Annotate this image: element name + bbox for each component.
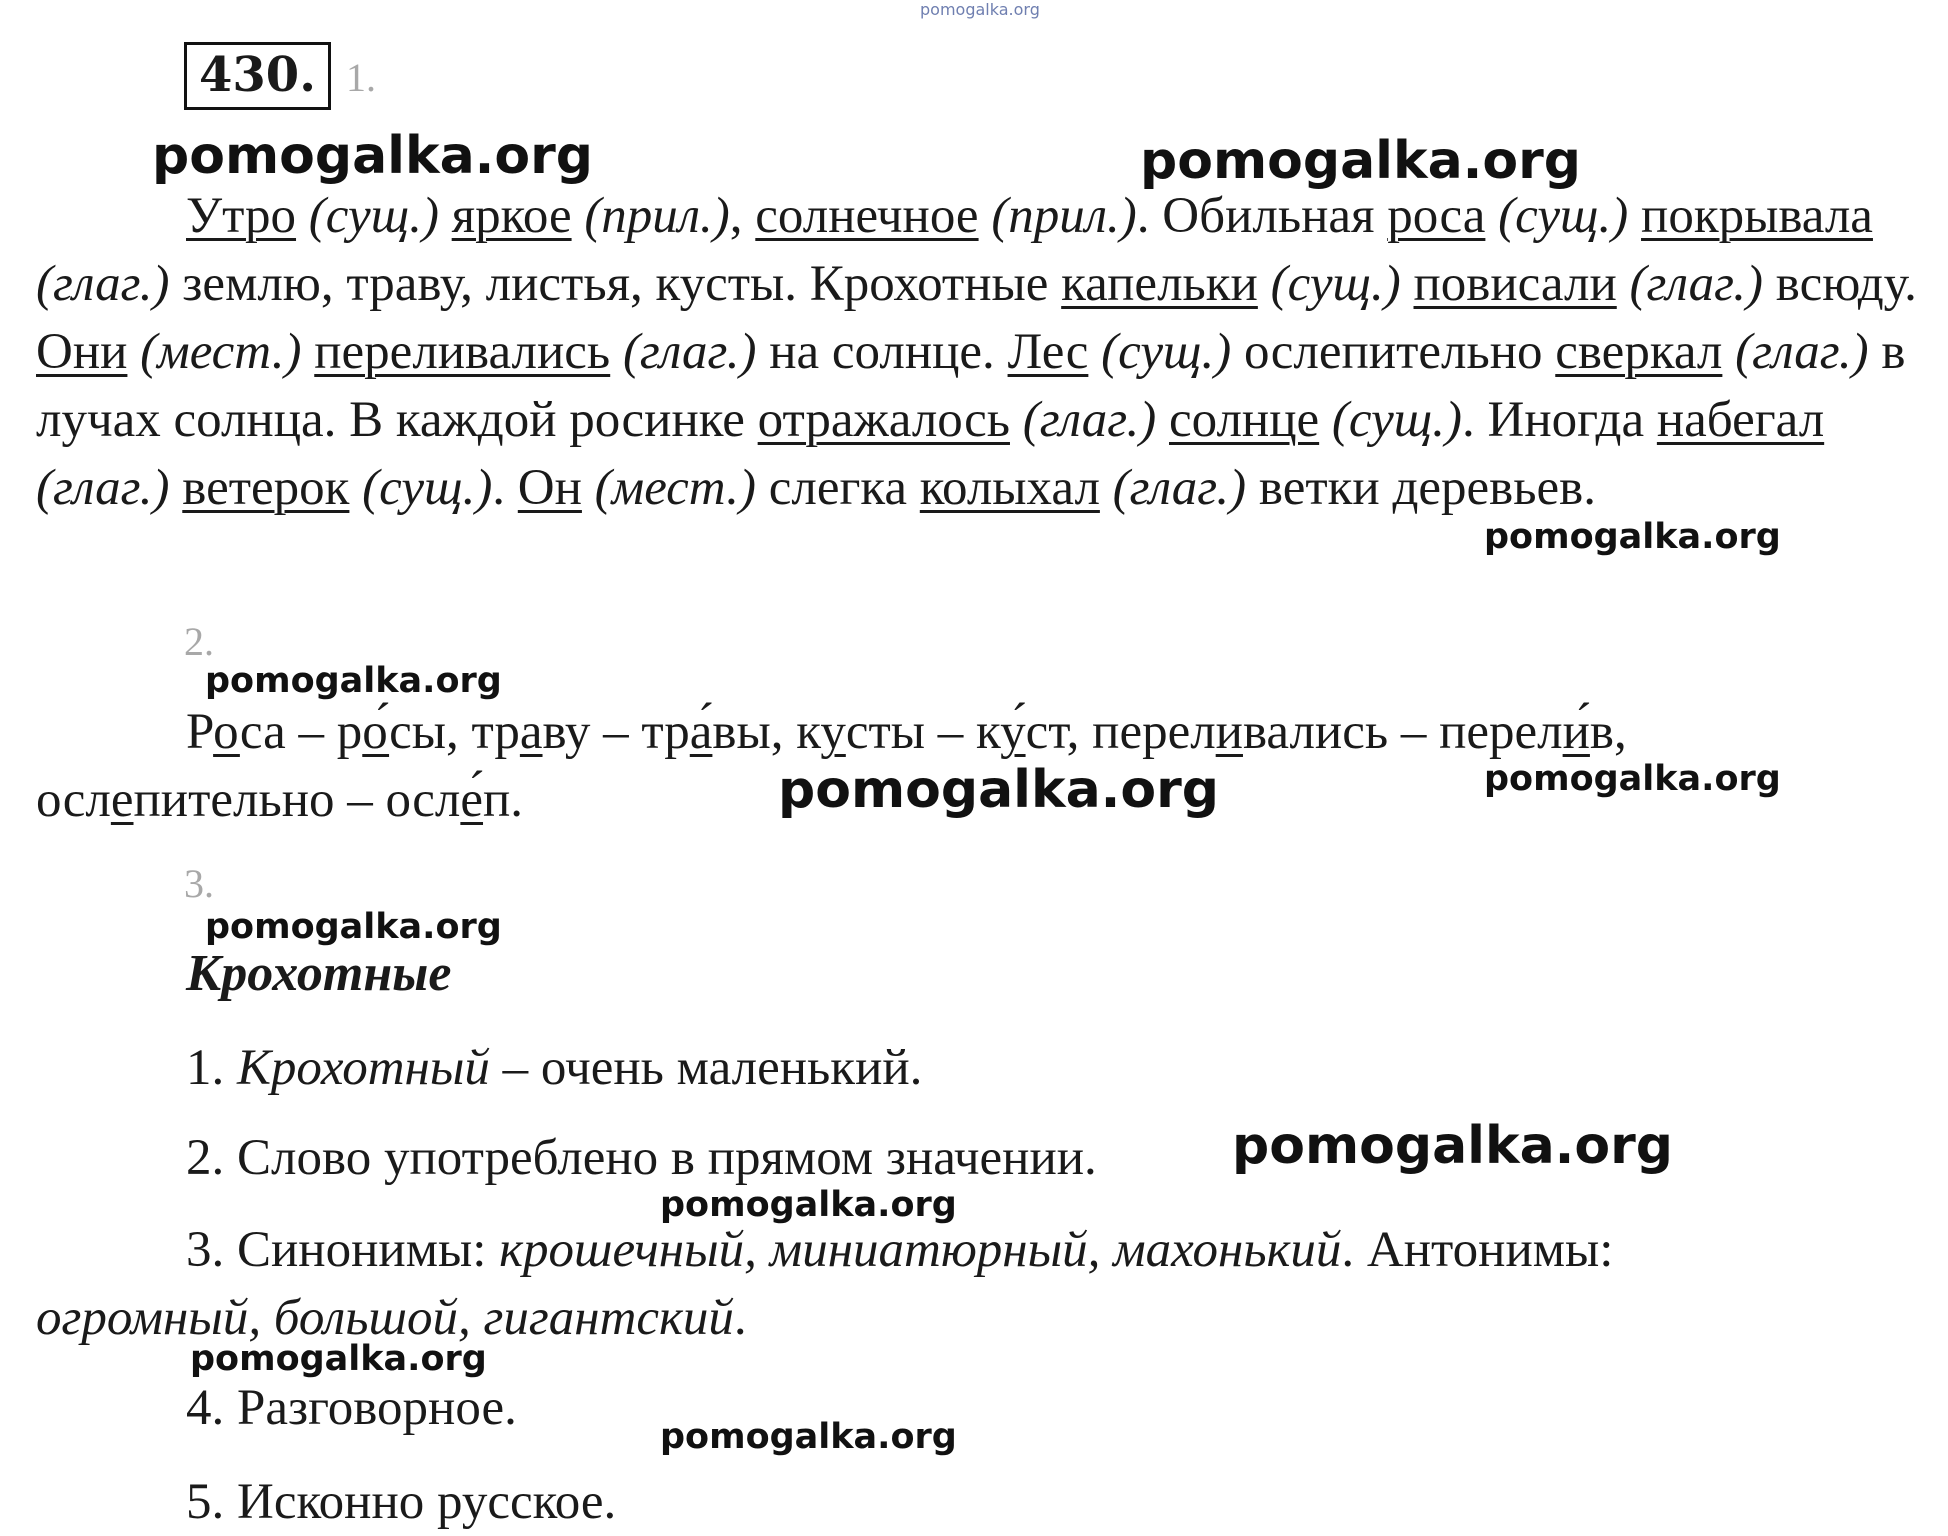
part-of-speech-label: (мест.) — [127, 324, 302, 380]
watermark: pomogalka.org — [660, 1185, 957, 1225]
item-1-number: 1. — [186, 1040, 237, 1096]
watermark: pomogalka.org — [1484, 759, 1781, 799]
item-3-antonyms: огромный, большой, гигантский — [36, 1290, 734, 1346]
text-run — [302, 324, 315, 380]
text-run: в лучах солнца. В каждой росинке — [36, 324, 1906, 448]
underlined-word: солнце — [1169, 392, 1320, 448]
text-run: пительно – осл — [133, 772, 461, 828]
text-run: сы, тр — [389, 704, 520, 760]
underlined-word: у́ — [1000, 704, 1026, 760]
section-number-3: 3. — [184, 861, 214, 906]
underlined-word: а — [519, 704, 543, 760]
underlined-word: солнечное — [755, 188, 979, 244]
underlined-word: у — [820, 704, 846, 760]
underlined-word: покрывала — [1641, 188, 1873, 244]
underlined-word: ветерок — [182, 460, 350, 516]
part-of-speech-label: (глаг.) — [36, 256, 170, 312]
item-1 — [186, 1034, 922, 1102]
text-run — [1628, 188, 1641, 244]
text-run: Р — [186, 704, 214, 760]
underlined-word: е́ — [460, 772, 484, 828]
text-run: всюду. — [1763, 256, 1917, 312]
underlined-word: е — [110, 772, 134, 828]
text-run: вались – перел — [1242, 704, 1563, 760]
text-run: ослепительно — [1231, 324, 1556, 380]
paragraph-1 — [36, 182, 1926, 522]
text-run: сты – к — [845, 704, 1001, 760]
item-1-word: Крохотный — [237, 1040, 490, 1096]
underlined-word: о — [213, 704, 240, 760]
text-run — [170, 460, 183, 516]
underlined-word: и́ — [1562, 704, 1590, 760]
word-heading: Крохотные — [186, 945, 452, 1002]
text-run — [439, 188, 452, 244]
watermark: pomogalka.org — [190, 1339, 487, 1379]
item-5: 5. Исконно русское. — [186, 1474, 617, 1530]
watermark: pomogalka.org — [152, 126, 594, 186]
section-number-2: 2. — [184, 619, 214, 664]
part-of-speech-label: (сущ.) — [1319, 392, 1463, 448]
underlined-word: Утро — [186, 188, 297, 244]
text-run: слегка — [756, 460, 920, 516]
section-number-1: 1. — [346, 55, 376, 100]
text-run: са – р — [239, 704, 363, 760]
underlined-word: роса — [1387, 188, 1486, 244]
underlined-word: сверкал — [1555, 324, 1723, 380]
underlined-word: Лес — [1007, 324, 1089, 380]
watermark-top: pomogalka.org — [920, 0, 1040, 19]
part-of-speech-label: (глаг.) — [1099, 460, 1247, 516]
text-run: землю, траву, листья, кусты. Крохотные — [169, 256, 1062, 312]
part-of-speech-label: (глаг.) — [1616, 256, 1764, 312]
text-run: п. — [483, 772, 524, 828]
underlined-word: переливались — [314, 324, 611, 380]
text-run: ст, перел — [1025, 704, 1216, 760]
text-run — [1401, 256, 1414, 312]
text-run — [1156, 392, 1169, 448]
item-3-antonyms-label: . Антонимы: — [1341, 1222, 1614, 1278]
text-run: вы, к — [712, 704, 821, 760]
part-of-speech-label: (сущ.) — [1257, 256, 1401, 312]
text-run: ветки деревьев. — [1246, 460, 1596, 516]
text-run: . Иногда — [1462, 392, 1657, 448]
paragraph-2 — [36, 698, 1926, 834]
item-3-synonyms: крошечный, миниатюрный, махонький — [499, 1222, 1342, 1278]
item-3-continued — [36, 1284, 747, 1352]
item-3-end: . — [733, 1290, 747, 1346]
text-run: . Обильная — [1136, 188, 1388, 244]
underlined-word: капельки — [1061, 256, 1258, 312]
item-3 — [186, 1216, 1613, 1284]
watermark: pomogalka.org — [205, 661, 502, 701]
underlined-word: яркое — [451, 188, 572, 244]
part-of-speech-label: (прил.) — [571, 188, 730, 244]
part-of-speech-label: (глаг.) — [1009, 392, 1157, 448]
text-run: ву – тр — [542, 704, 690, 760]
text-run: , — [729, 188, 756, 244]
item-4: 4. Разговорное. — [186, 1380, 517, 1436]
text-run: . — [492, 460, 518, 516]
underlined-word: и — [1215, 704, 1243, 760]
watermark: pomogalka.org — [778, 760, 1220, 820]
underlined-word: отражалось — [757, 392, 1010, 448]
task-number: 430. — [184, 42, 331, 110]
watermark: pomogalka.org — [1140, 131, 1582, 191]
part-of-speech-label: (сущ.) — [296, 188, 439, 244]
part-of-speech-label: (глаг.) — [1722, 324, 1869, 380]
underlined-word: колыхал — [919, 460, 1100, 516]
watermark: pomogalka.org — [205, 907, 502, 947]
watermark: pomogalka.org — [1484, 517, 1781, 557]
underlined-word: Он — [517, 460, 582, 516]
part-of-speech-label: (сущ.) — [1088, 324, 1232, 380]
part-of-speech-label: (сущ.) — [349, 460, 493, 516]
underlined-word: Они — [36, 324, 128, 380]
underlined-word: а́ — [689, 704, 713, 760]
part-of-speech-label: (глаг.) — [36, 460, 170, 516]
part-of-speech-label: (глаг.) — [610, 324, 757, 380]
text-run: в, осл — [36, 704, 1627, 828]
part-of-speech-label: (прил.) — [978, 188, 1137, 244]
item-3-label: 3. Синонимы: — [186, 1222, 500, 1278]
watermark: pomogalka.org — [1232, 1116, 1674, 1176]
underlined-word: о́ — [362, 704, 390, 760]
underlined-word: набегал — [1656, 392, 1825, 448]
underlined-word: повисали — [1413, 256, 1617, 312]
item-2: 2. Слово употреблено в прямом значении. — [186, 1130, 1097, 1186]
item-1-text: – очень маленький. — [489, 1040, 923, 1096]
watermark: pomogalka.org — [660, 1417, 957, 1457]
part-of-speech-label: (сущ.) — [1485, 188, 1629, 244]
part-of-speech-label: (мест.) — [581, 460, 756, 516]
text-run: на солнце. — [756, 324, 1008, 380]
